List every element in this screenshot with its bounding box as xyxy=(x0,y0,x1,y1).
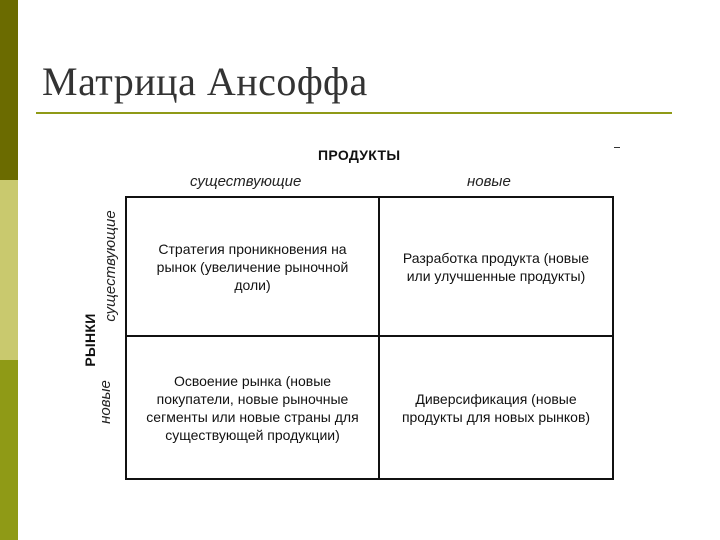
row-label-new: новые xyxy=(97,380,114,424)
title-divider xyxy=(36,112,672,114)
accent-bar-middle xyxy=(0,180,18,360)
row-header-markets: РЫНКИ xyxy=(82,313,98,367)
cell-product-development: Разработка продукта (новые или улучшенные продукты) xyxy=(380,198,612,337)
cell-market-development: Освоение рынка (новые покупатели, новые рыночные сегменты или новые страны для существующей продукции) xyxy=(127,337,380,478)
ansoff-matrix xyxy=(125,196,614,480)
decorative-dash xyxy=(614,147,620,148)
cell-market-penetration: Стратегия проникновения на рынок (увеличение рыночной доли) xyxy=(127,198,380,337)
slide-title: Матрица Ансоффа xyxy=(42,59,368,104)
column-label-existing: существующие xyxy=(190,173,302,190)
column-label-new: новые xyxy=(467,173,511,190)
accent-bar-top xyxy=(0,0,18,180)
column-header-products: ПРОДУКТЫ xyxy=(318,147,401,163)
row-label-existing: существующие xyxy=(102,210,119,322)
accent-bar-bottom xyxy=(0,360,18,540)
cell-diversification: Диверсификация (новые продукты для новых рынков) xyxy=(401,390,591,425)
